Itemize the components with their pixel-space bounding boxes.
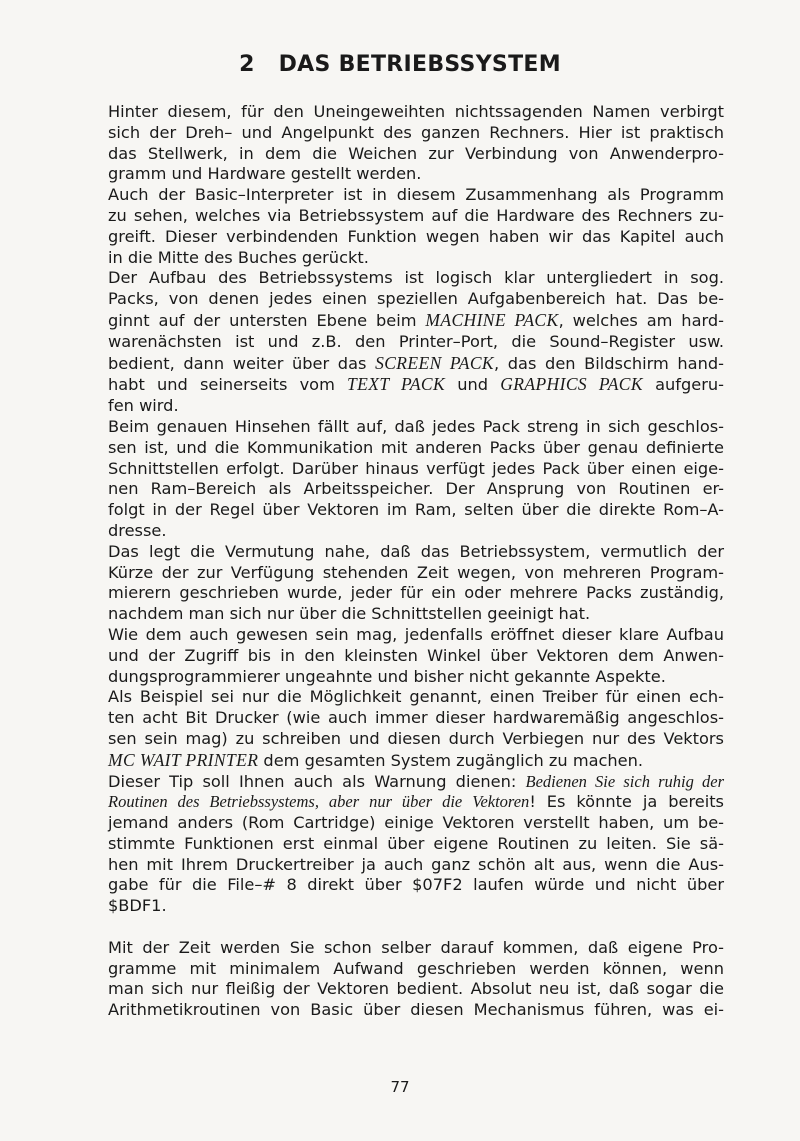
text-line <box>108 729 724 750</box>
text-line <box>108 227 724 248</box>
text-run: Schnittstellen erfolgt. Darüber hinaus verfügt jedes Pack über einen eige- <box>108 458 724 478</box>
paragraph <box>108 542 724 625</box>
emphasis-term: MACHINE PACK <box>425 309 559 330</box>
text-run: bedient, dann weiter über das <box>108 353 376 373</box>
text-line <box>108 310 724 332</box>
text-run: ginnt auf der untersten Ebene beim <box>108 310 426 330</box>
text-run: man sich nur fleißig der Vektoren bedient. Absolut neu ist, daß sogar die <box>108 979 724 999</box>
text-run: fen wird. <box>108 396 179 416</box>
text-line <box>108 583 724 604</box>
text-run: warenächsten ist und z.B. den Printer–Port, die Sound–Register usw. <box>108 331 724 351</box>
text-line <box>108 750 724 772</box>
text-line <box>108 563 724 584</box>
paragraph <box>108 185 724 268</box>
text-run: dresse. <box>108 520 167 540</box>
text-run: Hinter diesem, für den Uneingeweihten nichtssagenden Namen verbirgt <box>108 102 724 121</box>
text-line <box>108 959 724 980</box>
text-run: gramme mit minimalem Aufwand geschrieben werden können, wenn <box>108 958 724 978</box>
text-line <box>108 459 724 480</box>
paragraph-gap <box>108 917 724 938</box>
text-run: Das legt die Vermutung nahe, daß das Betriebssystem, vermutlich der <box>108 541 724 561</box>
emphasis-term: TEXT PACK <box>347 374 446 395</box>
text-run: habt und seinerseits vom <box>108 375 348 395</box>
text-line <box>108 834 724 855</box>
text-line <box>108 667 724 688</box>
text-run: zu sehen, welches via Betriebssystem auf die Hardware des Rechners zu- <box>108 205 724 225</box>
text-run: Beim genauen Hinsehen fällt auf, daß jedes Pack streng in sich geschlos- <box>108 416 724 436</box>
text-line <box>108 289 724 310</box>
paragraph <box>108 938 724 1021</box>
text-run: Dieser Tip soll Ihnen auch als Warnung dienen: <box>108 771 526 791</box>
text-line <box>108 185 724 206</box>
text-line <box>108 268 724 289</box>
text-run: Wie dem auch gewesen sein mag, jedenfalls eröffnet dieser klare Aufbau <box>108 624 724 644</box>
text-line <box>108 102 724 123</box>
chapter-number: 2 <box>239 52 255 77</box>
text-run: Der Aufbau des Betriebssystems ist logisch klar untergliedert in sog. <box>108 268 724 288</box>
text-line <box>108 438 724 459</box>
text-run: stimmte Funktionen erst einmal über eigene Routinen zu leiten. Sie sä- <box>108 833 724 853</box>
text-line <box>108 625 724 646</box>
paragraph <box>108 625 724 687</box>
text-run: aufgeru- <box>642 375 724 395</box>
text-run: sich der Dreh– und Angelpunkt des ganzen Rechners. Hier ist praktisch <box>108 122 724 142</box>
paragraph <box>108 268 724 417</box>
text-run: gabe für die File–# 8 direkt über $07F2 laufen würde und nicht über <box>108 875 724 895</box>
chapter-title: DAS BETRIEBSSYSTEM <box>278 52 561 77</box>
text-run: Als Beispiel sei nur die Möglichkeit genannt, einen Treiber für einen ech- <box>108 687 724 707</box>
text-run: jemand anders (Rom Cartridge) einige Vektoren verstellt haben, um be- <box>108 813 724 833</box>
text-run: das Stellwerk, in dem die Weichen zur Verbindung von Anwenderpro- <box>108 143 724 163</box>
text-run: sen ist, und die Kommunikation mit anderen Packs über genau definierte <box>108 437 724 457</box>
text-run: ! Es könnte ja bereits <box>529 792 724 812</box>
text-line <box>108 123 724 144</box>
text-run: Auch der Basic–Interpreter ist in diesem Zusammenhang als Programm <box>108 185 724 205</box>
text-run: greift. Dieser verbindenden Funktion wegen haben wir das Kapitel auch <box>108 226 724 246</box>
text-run: Mit der Zeit werden Sie schon selber darauf kommen, daß eigene Pro- <box>108 937 724 957</box>
text-line <box>108 248 724 269</box>
paragraph <box>108 772 724 918</box>
emphasis-term: MC WAIT PRINTER <box>108 749 259 770</box>
text-line <box>108 206 724 227</box>
text-line <box>108 396 724 417</box>
text-line <box>108 353 724 375</box>
text-line <box>108 1000 724 1021</box>
emphasis-term: SCREEN PACK <box>375 352 494 373</box>
text-line <box>108 875 724 896</box>
text-run: , welches am hard- <box>558 310 724 330</box>
text-line <box>108 500 724 521</box>
text-run: sen sein mag) zu schreiben und diesen durch Verbiegen nur des Vektors <box>108 728 724 748</box>
text-run: Kürze der zur Verfügung stehenden Zeit wegen, von mehreren Program- <box>108 562 724 582</box>
text-line <box>108 521 724 542</box>
text-run: gramm und Hardware gestellt werden. <box>108 164 422 184</box>
text-line <box>108 144 724 165</box>
text-run: $BDF1. <box>108 896 167 916</box>
paragraph <box>108 102 724 185</box>
text-line <box>108 646 724 667</box>
text-run: , das den Bildschirm hand- <box>493 353 724 373</box>
text-line <box>108 938 724 959</box>
text-run: und <box>445 375 501 395</box>
chapter-heading <box>0 52 800 77</box>
chapter-body <box>108 102 724 1021</box>
text-line <box>108 979 724 1000</box>
text-run: hen mit Ihrem Druckertreiber ja auch ganz schön alt aus, wenn die Aus- <box>108 854 724 874</box>
text-run: und der Zugriff bis in den kleinsten Winkel über Vektoren dem Anwen- <box>108 645 724 665</box>
text-line <box>108 332 724 353</box>
text-run: folgt in der Regel über Vektoren im Ram, selten über die direkte Rom–A- <box>108 500 724 520</box>
page-number: 77 <box>390 1078 410 1096</box>
text-line <box>108 164 724 185</box>
text-run: Packs, von denen jedes einen speziellen Aufgabenbereich hat. Das be- <box>108 289 724 309</box>
text-line <box>108 855 724 876</box>
text-line <box>108 604 724 625</box>
text-line <box>108 813 724 834</box>
text-run: Arithmetikroutinen von Basic über diesen Mechanismus führen, was ei- <box>108 1000 724 1020</box>
text-line <box>108 896 724 917</box>
emphasis-term: Bedienen Sie sich ruhig der <box>525 771 724 791</box>
emphasis-term: GRAPHICS PACK <box>500 374 643 395</box>
text-line <box>108 772 724 793</box>
text-run: dem gesamten System zugänglich zu machen. <box>258 750 644 770</box>
paragraph <box>108 687 724 771</box>
text-run: nen Ram–Bereich als Arbeitsspeicher. Der Ansprung von Routinen er- <box>108 479 724 499</box>
text-line <box>108 542 724 563</box>
text-run: ten acht Bit Drucker (wie auch immer dieser hardwaremäßig angeschlos- <box>108 708 724 728</box>
text-line <box>108 479 724 500</box>
text-run: in die Mitte des Buches gerückt. <box>108 247 369 267</box>
text-line <box>108 687 724 708</box>
emphasis-term: Routinen des Betriebssystems, aber nur über die Vektoren <box>108 792 530 812</box>
paragraph <box>108 417 724 542</box>
text-run: mierern geschrieben wurde, jeder für ein oder mehrere Packs zuständig, <box>108 583 724 603</box>
text-line <box>108 792 724 813</box>
text-run: dungsprogrammierer ungeahnte und bisher nicht gekannte Aspekte. <box>108 666 666 686</box>
text-line <box>108 708 724 729</box>
text-line <box>108 374 724 396</box>
text-line <box>108 417 724 438</box>
text-run: nachdem man sich nur über die Schnittstellen geeinigt hat. <box>108 604 591 624</box>
